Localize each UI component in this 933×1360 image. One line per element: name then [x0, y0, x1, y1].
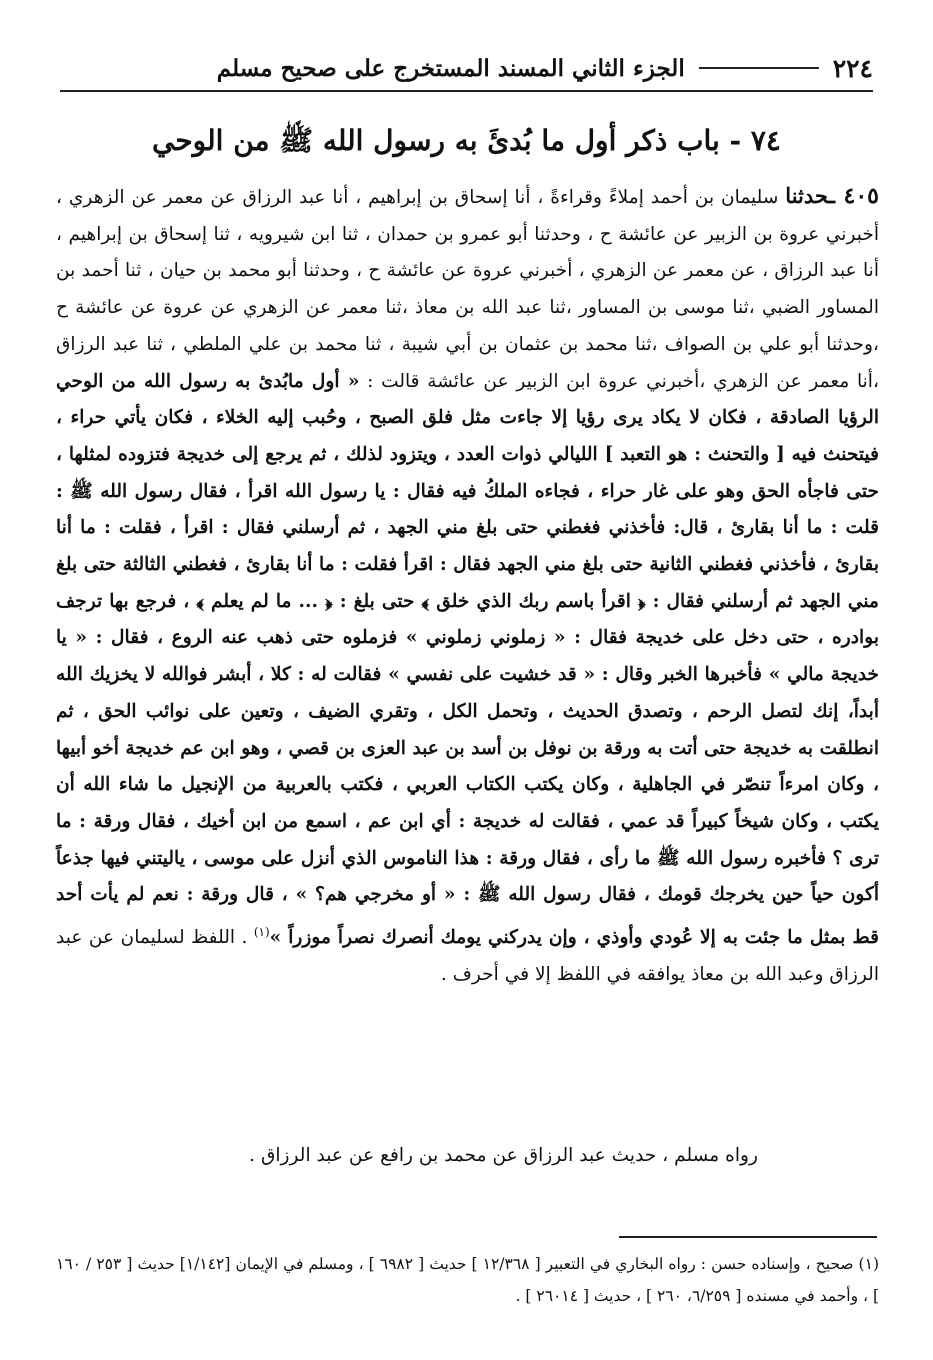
hadith-matn: « أول مابُدئ به رسول الله من الوحي الرؤيا الصادقة ، فكان لا يكاد يرى رؤيا إلا جاءت مثل فلق الصبح ، وحُبب إليه الخلاء ، فكان يأتي حراء ، فيتحنث فيه [ والتحنث : هو التعبد ] الليالي ذوات العدد ، ويتزود لذلك ، ثم يرجع إلى خديجة فتزوده لمثلها ، حتى فاجأه الحق وهو على غار حراء ، فجاءه الملكُ فيه فقال : يا رسول الله اقرأ ، فقال رسول الله ﷺ : قلت : ما أنا بقارئ ، قال: فأخذني فغطني حتى بلغ مني الجهد ، ثم أرسلني فقال : اقرأ ، فقلت : ما أنا بقارئ ، فأخذني فغطني الثانية حتى بلغ مني الجهد فقال : اقرأ فقلت : ما أنا بقارئ ، فغطني الثالثة حتى بلغ مني الجهد ثم أرسلني فقال : ﴿ اقرأ باسم ربك الذي خلق ﴾ حتى بلغ : ﴿ ... ما لم يعلم ﴾ ، فرجع بها ترجف بوادره ، حتى دخل على خديجة فقال : « زملوني زملوني » فزملوه حتى ذهب عنه الروع ، فقال : « يا خديجة مالي » فأخبرها الخبر وقال : « قد خشيت على نفسي » فقالت له : كلا ، أبشر فوالله لا يخزيك الله أبداً، إنك لتصل الرحم ، وتصدق الحديث ، وتحمل الكل ، وتقري الضيف ، وتعين على نوائب الحق ، ثم انطلقت به خديجة حتى أتت به ورقة بن نوفل بن أسد بن عبد العزى بن قصي ، وهو ابن عم خديجة أخو أبيها ، وكان امرءاً تنصّر في الجاهلية ، وكان يكتب الكتاب العربي ، فكتب بالعربية من الإنجيل ما شاء الله أن يكتب ، وكان شيخاً كبيراً قد عمي ، فقالت له خديجة : أي ابن عم ، اسمع من ابن أخيك ، فقال ورقة : ما ترى ؟ فأخبره رسول الله ﷺ ما رأى ، فقال ورقة : هذا الناموس الذي أنزل على موسى ، ياليتني فيها جذعاً أكون حياً حين يخرجك قومك ، فقال رسول الله ﷺ : « أو مخرجي هم؟ » ، قال ورقة : نعم لم يأت أحد قط بمثل ما جئت به إلا عُودي وأوذي ، وإن يدركني يومك أنصرك نصراً موزراً » [56, 370, 879, 949]
hadith-ruling: رواه مسلم ، حديث عبد الرزاق عن محمد بن رافع عن عبد الرزاق . [249, 1145, 758, 1166]
header-rule [699, 67, 819, 69]
footnote-reference: (١) [253, 925, 270, 940]
footnote-rule [619, 1236, 877, 1238]
hadith-text [56, 178, 879, 994]
page-number: ٢٢٤ [832, 53, 873, 83]
hadith-intro: حدثنا [785, 183, 829, 208]
chapter-title: ٧٤ - باب ذكر أول ما بُدئَ به رسول الله ﷺ من الوحي [152, 124, 781, 157]
footnote: (١) صحيح ، وإسناده حسن : رواه البخاري في التعبير [ ١٢/٣٦٨ ] حديث [ ٦٩٨٢ ] ، ومسلم في الإيمان [١/١٤٢] حديث [ ٢٥٣ / ١٦٠ ] ، وأحمد في مسنده [ ٦/٢٥٩، ٢٦٠ ] ، حديث [ ٢٦٠١٤ ] . [56, 1255, 879, 1305]
running-title: الجزء الثاني المسند المستخرج على صحيح مسلم [216, 54, 685, 82]
hadith-number: ٤٠٥ ـ [828, 183, 879, 209]
hadith-isnad: سليمان بن أحمد إملاءً وقراءةً ، أنا إسحاق بن إبراهيم ، أنا عبد الرزاق عن معمر عن الزهري ، أخبرني عروة بن الزبير عن عائشة ح ، وحدثنا أبو عمرو بن حمدان ، ثنا ابن شيرويه ، ثنا إسحاق بن إبراهيم ، أنا عبد الرزاق ، عن معمر عن الزهري ، أخبرني عروة عن عائشة ح ، وحدثنا أبو محمد بن حيان ، ثنا أحمد بن المساور الضبي ،ثنا موسى بن المساور ،ثنا عبد الله بن معاذ ،ثنا معمر عن الزهري عن عروة عن عائشة ح ،وحدثنا أبو علي بن الصواف ،ثنا محمد بن عثمان بن أبي شيبة ، ثنا محمد بن علي الملطي ، ثنا عبد الرزاق ،أنا معمر عن الزهري ،أخبرني عروة ابن الزبير عن عائشة قالت : [56, 187, 880, 392]
page-header [60, 46, 873, 92]
hadith-note: . اللفظ لسليمان عن عبد الرزاق وعبد الله بن معاذ يوافقه في اللفظ إلا في أحرف . [56, 927, 879, 985]
